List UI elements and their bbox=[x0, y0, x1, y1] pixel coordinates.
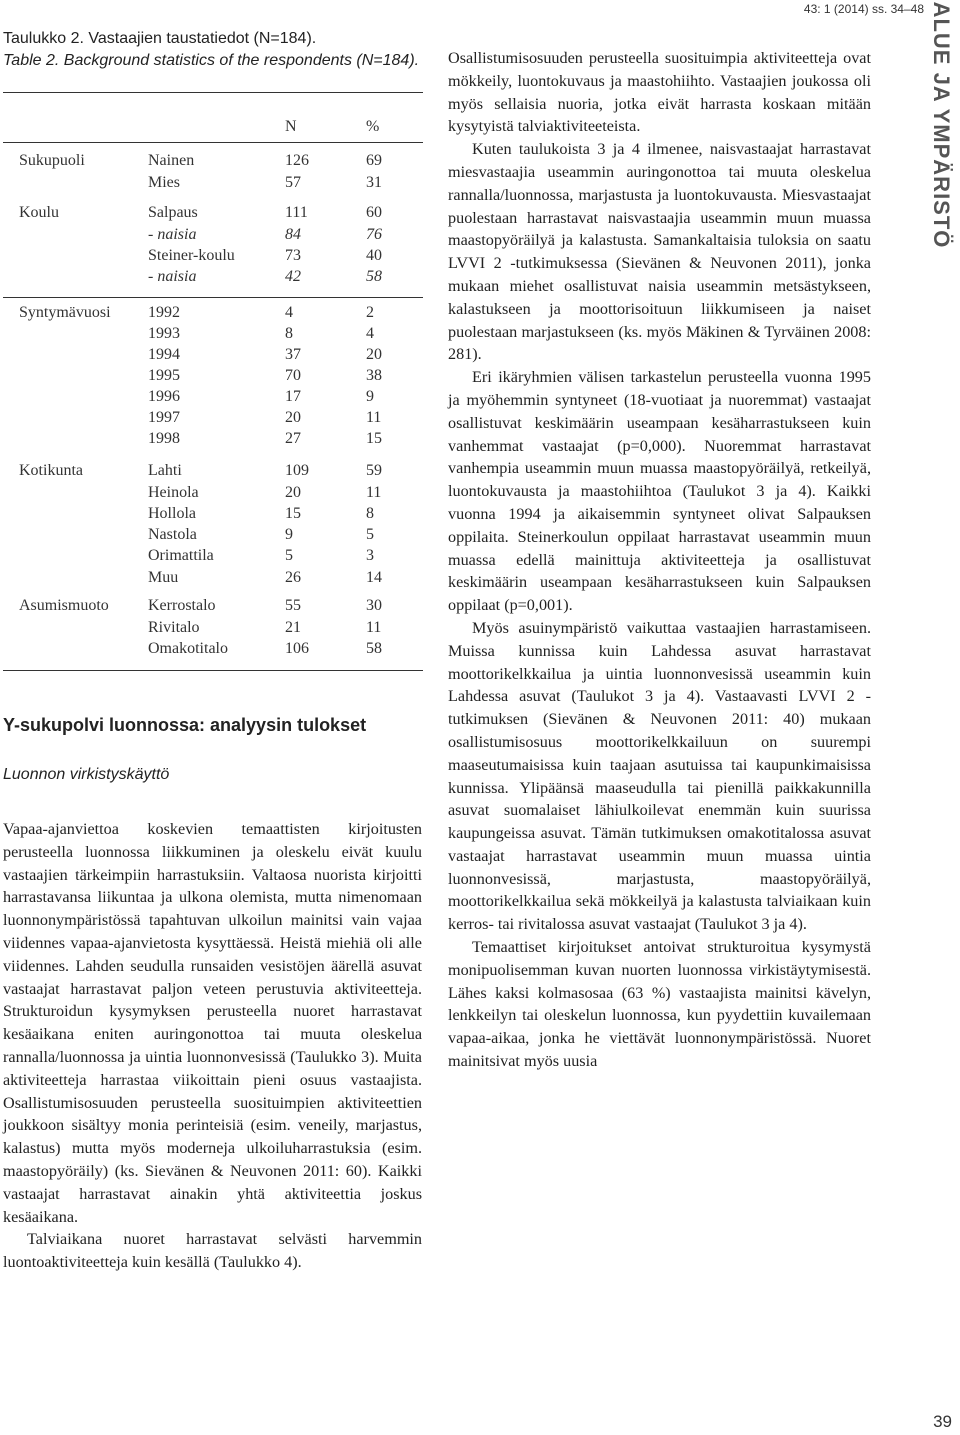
paragraph: Talviaikana nuoret harrastavat selvästi harvemmin luontoaktiviteetteja kuin kesällä (Taulukko 4). bbox=[3, 1230, 422, 1272]
row-category: Heinola bbox=[148, 484, 199, 501]
row-count: 111 bbox=[285, 204, 308, 221]
table-row bbox=[3, 247, 423, 268]
table-bottom-rule bbox=[3, 670, 423, 671]
row-category: 1994 bbox=[148, 346, 180, 363]
row-count: 70 bbox=[285, 367, 301, 384]
row-count: 73 bbox=[285, 247, 301, 264]
row-count: 37 bbox=[285, 346, 301, 363]
row-category: Lahti bbox=[148, 462, 182, 479]
journal-citation: 43: 1 (2014) ss. 34–48 bbox=[803, 2, 924, 16]
row-percent: 58 bbox=[366, 640, 382, 657]
row-category: Mies bbox=[148, 174, 180, 191]
row-percent: 11 bbox=[366, 409, 382, 426]
table-row bbox=[3, 547, 423, 568]
header-n: N bbox=[285, 118, 297, 135]
row-group: Syntymävuosi bbox=[19, 304, 111, 321]
row-count: 20 bbox=[285, 409, 301, 426]
row-percent: 20 bbox=[366, 346, 382, 363]
row-percent: 3 bbox=[366, 547, 374, 564]
row-count: 126 bbox=[285, 152, 309, 169]
row-percent: 15 bbox=[366, 430, 382, 447]
row-category: Rivitalo bbox=[148, 619, 200, 636]
row-category: Nainen bbox=[148, 152, 195, 169]
row-category: Steiner-koulu bbox=[148, 247, 235, 264]
row-percent: 76 bbox=[366, 226, 382, 243]
row-group: Sukupuoli bbox=[19, 152, 85, 169]
row-percent: 11 bbox=[366, 619, 382, 636]
row-percent: 5 bbox=[366, 526, 374, 543]
table-row bbox=[3, 409, 423, 430]
row-count: 20 bbox=[285, 484, 301, 501]
table-caption-en: Table 2. Background statistics of the respondents (N=184). bbox=[3, 52, 420, 69]
row-count: 5 bbox=[285, 547, 293, 564]
row-percent: 59 bbox=[366, 462, 382, 479]
row-category: 1992 bbox=[148, 304, 180, 321]
row-percent: 30 bbox=[366, 597, 382, 614]
table-row bbox=[3, 597, 423, 618]
row-count: 15 bbox=[285, 505, 301, 522]
table-header-row bbox=[3, 118, 423, 139]
table-row bbox=[3, 268, 423, 289]
right-body-text bbox=[448, 47, 871, 1073]
table-row bbox=[3, 430, 423, 451]
row-count: 42 bbox=[285, 268, 301, 285]
section-side-tab bbox=[926, 0, 956, 249]
row-percent: 11 bbox=[366, 484, 382, 501]
paragraph: Temaattiset kirjoitukset antoivat strukturoitua kysymystä monipuolisemman kuvan nuorten luonnossa virkistäytymisestä. Lähes kaksi kolmasosaa (63 %) vastaajista mainitsi kävelyn, lenkkeilyn tai oleskelun luonnossa, kun pyydettiin kuvailemaan vapaa-aikaa, jonka he viettävät luonnonympäristössä. Nuoret mainitsivat myös uusia bbox=[448, 938, 871, 1071]
table-row bbox=[3, 388, 423, 409]
paragraph: Kuten taulukoista 3 ja 4 ilmenee, naisvastaajat harrastavat miesvastaajia useammin auringonottoa tai muuta oleskelua rannalla/luonnossa, marjastusta ja luontokuvausta. Miesvastaajat puolestaan harrastavat naisvastaajia useammin muun muassa maastopyöräilyä ja kalastusta. Samankaltaisia tuloksia on saatu LVVI 2 -tutkimuksessa (Sievänen & Neuvonen 2011), jonka mukaan miehet osallistuvat naisia useammin metsästykseen, kalastukseen ja moottorisoituun liikkumiseen ja naiset puolestaan marjastukseen (ks. myös Mäkinen & Tyrväinen 2008: 281). bbox=[448, 140, 871, 364]
row-group: Koulu bbox=[19, 204, 59, 221]
table-row bbox=[3, 204, 423, 225]
row-count: 4 bbox=[285, 304, 293, 321]
row-percent: 8 bbox=[366, 505, 374, 522]
row-percent: 2 bbox=[366, 304, 374, 321]
table-row bbox=[3, 462, 423, 483]
row-category: Salpaus bbox=[148, 204, 198, 221]
row-category: Kerrostalo bbox=[148, 597, 216, 614]
row-percent: 14 bbox=[366, 569, 382, 586]
table-divider bbox=[3, 297, 423, 298]
table-row bbox=[3, 619, 423, 640]
row-category: 1995 bbox=[148, 367, 180, 384]
row-count: 84 bbox=[285, 226, 301, 243]
row-percent: 38 bbox=[366, 367, 382, 384]
table-row bbox=[3, 226, 423, 247]
table-header-rule bbox=[3, 142, 423, 143]
table-row bbox=[3, 174, 423, 195]
row-percent: 9 bbox=[366, 388, 374, 405]
row-percent: 60 bbox=[366, 204, 382, 221]
paragraph: Vapaa-ajanviettoa koskevien temaattisten kirjoitusten perusteella luonnossa liikkuminen ja oleskelu eivät kuulu vastaajien tärkeimpiin harrastuksiin. Valtaosa nuorista kirjoitti harrastavansa liikuntaa ja ulkona olemista, mutta nimenomaan luonnonympäristössä tapahtuvan ulkoilun mainitsi vain vajaa viidennes vapaa-ajanvietosta kysyttäessä. Heistä miehiä oli alle viidennes. Lahden seudulla runsaiden vesistöjen äärellä asuvat vastaajat harrastavat paljon veteen perustuvia aktiviteetteja. Strukturoidun kysymyksen perusteella nuoret harrastavat kesäaikana eniten auringonottoa tai muuta oleskelua rannalla/luonnossa ja uintia luonnonvesissä (Taulukko 3). Muita aktiviteetteja harrastaa viikoittain pieni osuus vastaajista. Osallistumisosuuden perusteella suosituimpien aktiviteettien joukkoon sisältyy monia perinteisiä (esim. veneily, marjastus, kalastus) mutta myös moderneja ulkoiluharrastuksia (esim. maastopyöräily) (ks. Sievänen & Neuvonen 2011: 60). Kaikki vastaajat harrastavat ainakin yhtä aktiviteettia joskus kesäaikana. bbox=[3, 820, 422, 1226]
row-count: 8 bbox=[285, 325, 293, 342]
row-count: 55 bbox=[285, 597, 301, 614]
row-count: 27 bbox=[285, 430, 301, 447]
row-group: Asumismuoto bbox=[19, 597, 109, 614]
table-row bbox=[3, 152, 423, 173]
table-row bbox=[3, 484, 423, 505]
row-category: 1996 bbox=[148, 388, 180, 405]
row-percent: 31 bbox=[366, 174, 382, 191]
row-count: 26 bbox=[285, 569, 301, 586]
row-category: Orimattila bbox=[148, 547, 214, 564]
row-count: 17 bbox=[285, 388, 301, 405]
row-category: 1993 bbox=[148, 325, 180, 342]
table-row bbox=[3, 325, 423, 346]
table-row bbox=[3, 569, 423, 590]
header-percent: % bbox=[366, 118, 380, 135]
page-number: 39 bbox=[933, 1412, 952, 1431]
section-label: ALUE JA YMPÄRISTÖ bbox=[929, 1, 954, 249]
row-category: Hollola bbox=[148, 505, 196, 522]
table-row bbox=[3, 304, 423, 325]
paragraph: Myös asuinympäristö vaikuttaa vastaajien harrastamiseen. Muissa kunnissa kuin Lahdessa asuvat harrastavat moottorikelkkailua ja uintia luonnonvesissä useammin kuin Lahdessa asuvat (Taulukot 3 ja 4). Vastaavasti LVVI 2 -tutkimuksen (Sievänen & Neuvonen 2011: 40) mukaan osallistumisosuus moottorikelkkailuun on suurempi maaseutumaisissa kuin taajaan asutuissa tai kaupunkimaisissa kunnissa. Ylipäänsä maaseudulla tai pienillä paikkakunnilla asuvat suomalaiset lähiulkoilevat enemmän kuin suurissa kaupungeissa asuvat. Tämän tutkimuksen omakotitalossa asuvat vastaajat harrastavat useammin muun muassa uintia luonnonvesissä, marjastusta, maastopyöräilyä, moottorikelkkailua sekä mökkeilyä ja kalastusta talviaikaan kuin kerros- tai rivitalossa asuvat vastaajat (Taulukot 3 ja 4). bbox=[448, 618, 871, 934]
row-count: 21 bbox=[285, 619, 301, 636]
table-caption-fi: Taulukko 2. Vastaajien taustatiedot (N=184). bbox=[3, 30, 317, 47]
row-category: 1998 bbox=[148, 430, 180, 447]
row-category: 1997 bbox=[148, 409, 180, 426]
row-count: 9 bbox=[285, 526, 293, 543]
row-percent: 69 bbox=[366, 152, 382, 169]
row-count: 109 bbox=[285, 462, 309, 479]
table-row bbox=[3, 640, 423, 661]
table-top-rule bbox=[3, 92, 423, 93]
row-percent: 40 bbox=[366, 247, 382, 264]
row-category: - naisia bbox=[148, 268, 197, 285]
table-row bbox=[3, 367, 423, 388]
row-category: - naisia bbox=[148, 226, 197, 243]
table-row bbox=[3, 505, 423, 526]
section-heading: Y-sukupolvi luonnossa: analyysin tulokset bbox=[3, 715, 367, 735]
paragraph: Osallistumisosuuden perusteella suosituimpia aktiviteetteja ovat mökkeily, luontokuvaus ja maastohiihto. Vastaajien joukossa oli myös sellaisia nuoria, jotka eivät harrasta koskaan mitään kysytyistä talviaktiviteeteista. bbox=[448, 49, 871, 136]
row-count: 106 bbox=[285, 640, 309, 657]
left-body-text bbox=[3, 818, 422, 1274]
paragraph: Eri ikäryhmien välisen tarkastelun perusteella vuonna 1995 ja myöhemmin syntyneet (18-vuotiaat ja nuoremmat) vastaajat osallistuvat keskimäärin useampaan kesäharrastukseen kuin vanhemmat vastaajat (p=0,000). Nuoremmat harrastavat vanhempia useammin muun muassa maastopyöräilyä, retkeilyä, luontokuvausta ja maastohiihtoa (Taulukot 3 ja 4). Kaikki vuonna 1994 ja aikaisemmin syntyneet olivat Salpauksen oppilaita. Steinerkoulun oppilaat harrastavat useammin muun muassa edellä mainittuja aktiviteetteja ja osallistuvat keskimäärin useampaan kesäharrastukseen kuin Salpauksen oppilaat (p=0,001). bbox=[448, 368, 871, 615]
row-group: Kotikunta bbox=[19, 462, 83, 479]
table-row bbox=[3, 526, 423, 547]
row-count: 57 bbox=[285, 174, 301, 191]
row-category: Muu bbox=[148, 569, 179, 586]
row-category: Nastola bbox=[148, 526, 197, 543]
table-row bbox=[3, 346, 423, 367]
row-category: Omakotitalo bbox=[148, 640, 228, 657]
row-percent: 4 bbox=[366, 325, 374, 342]
subsection-heading: Luonnon virkistyskäyttö bbox=[3, 766, 170, 783]
row-percent: 58 bbox=[366, 268, 382, 285]
